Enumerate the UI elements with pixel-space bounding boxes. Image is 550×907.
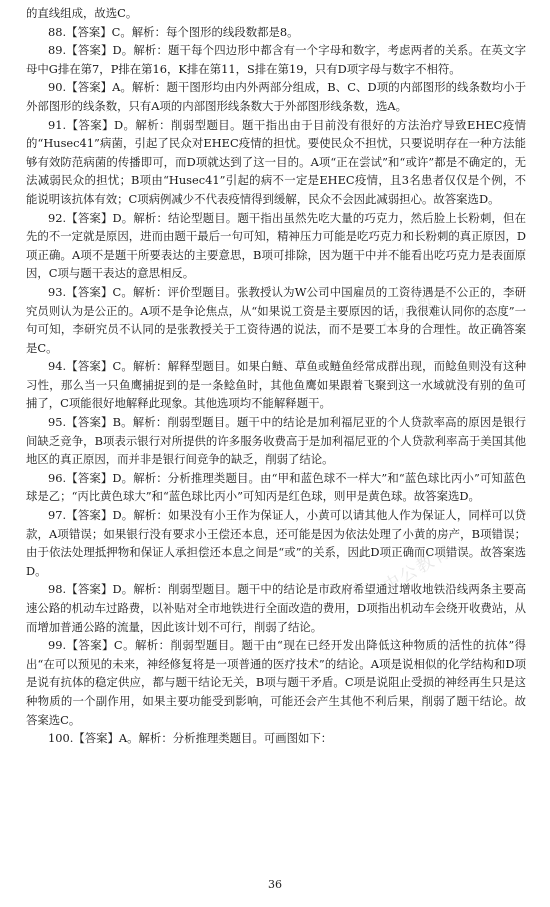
answer-paragraph: 94.【答案】C。解析：解释型题目。如果白鲢、草鱼或鲢鱼经常成群出现，而鲶鱼则没有这种习性，那么当一只鱼鹰捕捉到的是一条鲶鱼时，其他鱼鹰如果跟着飞聚到这一水域就没有别的鱼可捕了，C项能很好地解释此现象。其他选项均不能解释题干。 — [26, 359, 526, 411]
answer-paragraph: 97.【答案】D。解析：如果没有小王作为保证人，小黄可以请其他人作为保证人，同样可以贷款，A项错误；如果银行没有要求小王偿还本息，还可能是因为依法处理了小黄的房产，B项错误；由于依法处理抵押物和保证人承担偿还本息之间是“或”的关系，因此D项正确而C项错误。故答案选D。 — [26, 508, 526, 578]
watermark-text: 中公教育 — [379, 541, 456, 597]
answer-paragraph: 91.【答案】D。解析：削弱型题目。题干指出由于目前没有很好的方法治疗导致EHEC疫情的“Husec41”病菌，引起了民众对EHEC疫情的担忧。要使民众不担忧，只要说明存在一种方法能够有效防范病菌的传播即可，而D项就达到了这一目的。A项“正在尝试”和“或许”都是不确定的，无法减弱民众的担忧；B项由“Husec41”引起的病不一定是EHEC疫情，且3名患者仅仅是个例，不能说明该抗体有效；C项病例减少不代表疫情得到缓解，民众不会因此减弱担心。故答案选D。 — [26, 117, 526, 206]
answer-paragraph: 95.【答案】B。解析：削弱型题目。题干中的结论是加利福尼亚的个人贷款率高的原因是银行间缺乏竞争，B项表示银行对所提供的许多服务收费高于是加利福尼亚的个人贷款利率高于美国其他地区的真正原因，而并非是银行间竞争的缺乏，削弱了结论。 — [26, 415, 526, 467]
answer-paragraph: 92.【答案】D。解析：结论型题目。题干指出虽然先吃大量的巧克力，然后脸上长粉刺，但在先的不一定就是原因，进而由题干最后一句可知，精神压力可能是吃巧克力和长粉刺的真正原因，D项正确。A项不是题干所要表达的主要意思，B项可排除，因为题干中并不能看出吃巧克力是表面原因，C项与题干表达的意思相反。 — [26, 210, 526, 281]
page-number: 36 — [268, 878, 282, 891]
page-footer — [0, 876, 550, 895]
answer-paragraph: 的直线组成，故选C。 — [26, 6, 138, 20]
answer-paragraph: 100.【答案】A。解析：分析推理类题目。可画图如下： — [48, 731, 333, 746]
document-body — [26, 4, 526, 748]
answer-paragraph: 99.【答案】C。解析：削弱型题目。题干由“现在已经开发出降低这种物质的活性的抗体”得出“在可以预见的未来，神经修复将是一项普通的医疗技术”的结论。A项是说相似的化学结构和D项是说有抗体的稳定供应，都与题干结论无关，B项与题干矛盾。C项是说阻止受损的神经再生只是这种物质的一个副作用，如果主要功能受到影响，可能还会产生其他不利后果，削弱了题干结论。故答案选C。 — [26, 638, 526, 727]
answer-paragraph: 90.【答案】A。解析：题干图形均由内外两部分组成，B、C、D项的内部图形的线条数均小于外部图形的线条数，只有A项的内部图形线条数大于外部图形线条数，选A。 — [26, 80, 526, 113]
answer-paragraph: 93.【答案】C。解析：评价型题目。张教授认为W公司中国雇员的工资待遇是不公正的，李研究员则认为是公正的。A项不是争论焦点，从“如果说工资是主要原因的话，我很难认同你的态度”一句可知，李研究员不认同的是张教授关于工资待遇的说法，而不是要工本身的合理性。故正确答案是C。 — [26, 284, 526, 355]
answer-paragraph: 89.【答案】D。解析：题干每个四边形中都含有一个字母和数字，考虑两者的关系。在英文字母中G排在第7，P排在第16，K排在第11，S排在第19，只有D项字母与数字不相符。 — [26, 43, 526, 76]
answer-paragraph: 98.【答案】D。解析：削弱型题目。题干中的结论是市政府希望通过增收地铁沿线两条主要高速公路的机动车过路费，以补贴对全市地铁进行全面改造的费用，D项指出机动车会绕开收费站，从而增加普通公路的流量，因此该计划不可行，削弱了结论。 — [26, 582, 526, 634]
answer-paragraph: 88.【答案】C。解析：每个图形的线段数都是8。 — [48, 24, 299, 39]
watermark-text: 中公教育 — [379, 281, 456, 337]
answer-paragraph: 96.【答案】D。解析：分析推理类题目。由“甲和蓝色球不一样大”和“蓝色球比丙小”可知蓝色球是乙；“丙比黄色球大”和“蓝色球比丙小”可知丙是红色球，则甲是黄色球。故答案选D。 — [26, 470, 526, 504]
